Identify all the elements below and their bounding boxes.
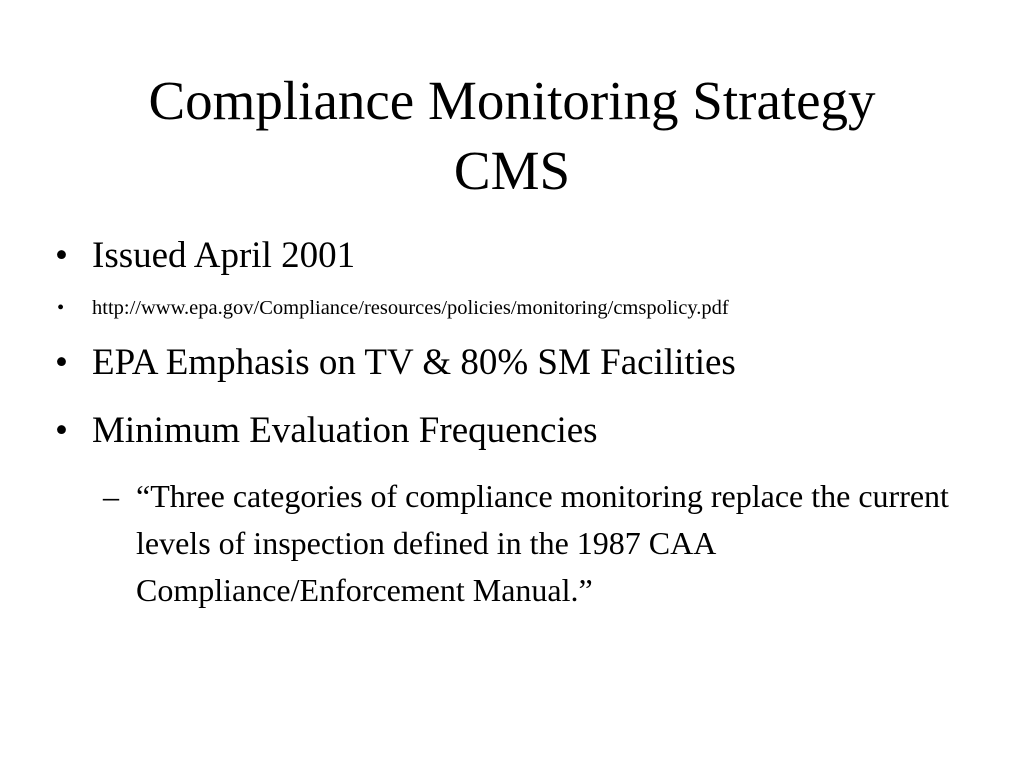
bullet-policy-url [55, 295, 1005, 321]
bullet-evaluation-frequencies [55, 407, 1005, 455]
slide-title [0, 66, 1024, 206]
sub-bullet-quote [103, 473, 976, 614]
title-line-acronym: CMS [453, 140, 571, 201]
bullet-dot-icon: • [55, 342, 68, 383]
dash-icon: – [103, 478, 119, 514]
bullet-epa-emphasis [55, 339, 1005, 387]
bullet-dot-icon: • [57, 297, 65, 319]
bullet-list [55, 232, 1005, 614]
bullet-dot-icon: • [55, 235, 68, 276]
bullet-dot-icon: • [55, 410, 68, 451]
bullet-text: Minimum Evaluation Frequencies [92, 410, 598, 451]
bullet-text: EPA Emphasis on TV & 80% SM Facilities [92, 342, 736, 383]
bullet-issued-date [55, 232, 1005, 280]
title-line-main: Compliance Monitoring Strategy [148, 70, 876, 131]
quote-text: “Three categories of compliance monitoring replace the current levels of inspection defined in the 1987 CAA Compliance/Enforcement Manual.” [136, 478, 949, 608]
policy-url-text: http://www.epa.gov/Compliance/resources/policies/monitoring/cmspolicy.pdf [92, 297, 729, 319]
bullet-text: Issued April 2001 [92, 235, 356, 276]
